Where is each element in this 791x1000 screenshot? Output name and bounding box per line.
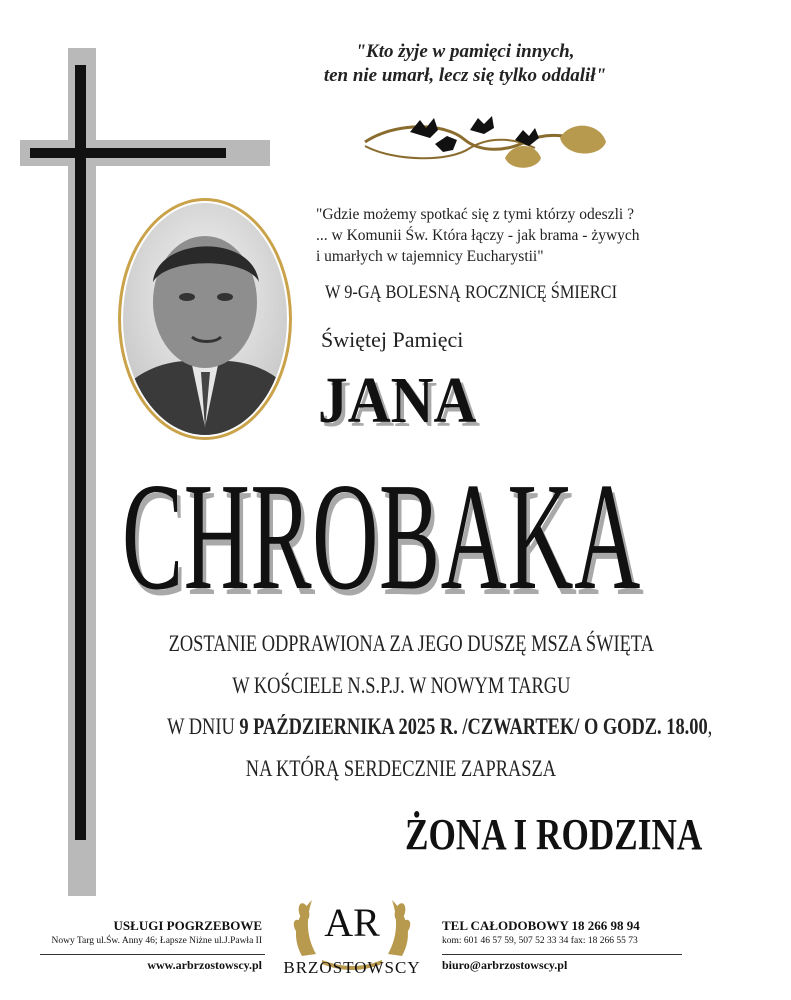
website-link[interactable]: www.arbrzostowscy.pl	[147, 958, 262, 972]
holy-memory-label: Świętej Pamięci	[321, 327, 464, 352]
mobile-and-fax: kom: 601 46 57 59, 507 52 33 34 fax: 18 266 55 73	[442, 936, 638, 946]
prayer-line-2: ... w Komunii Św. Która łączy - jak brama - żywych	[316, 227, 640, 244]
phone-24h: TEL CAŁODOBOWY 18 266 98 94	[442, 918, 640, 933]
quote-line-2: ten nie umarł, lecz się tylko oddalił"	[323, 65, 607, 86]
anniversary-heading: W 9-GĄ BOLESNĄ ROCZNICĘ ŚMIERCI	[325, 282, 618, 303]
announcement-line-1-text: ZOSTANIE ODPRAWIONA ZA JEGO DUSZĘ MSZA ŚWIĘTA	[168, 631, 654, 656]
portrait-photo	[117, 197, 293, 441]
date-suffix: ,	[707, 714, 713, 739]
leaf-ornament-icon	[355, 112, 635, 182]
logo-letters: AR	[324, 900, 380, 945]
footer-left-divider	[40, 954, 265, 955]
mass-date: 9 PAŹDZIERNIKA 2025 R. /CZWARTEK/ O GODZ. 18.00	[239, 714, 708, 739]
announcement-line-2-text: W KOŚCIELE N.S.P.J. W NOWYM TARGU	[231, 673, 571, 698]
announcement-line-1	[0, 631, 706, 657]
prayer-text	[316, 204, 696, 267]
funeral-services-address: Nowy Targ ul.Św. Anny 46; Łapsze Niżne ul.J.Pawła II	[51, 936, 262, 946]
memorial-quote	[250, 40, 680, 88]
announcement-line-3	[0, 714, 713, 740]
announcement-line-2	[0, 673, 706, 699]
prayer-line-1: "Gdzie możemy spotkać się z tymi którzy odeszli ?	[316, 206, 634, 223]
deceased-first-name: JANA	[318, 364, 477, 437]
funeral-services-title: USŁUGI POGRZEBOWE	[113, 918, 262, 933]
announcement-line-4-text: NA KTÓRĄ SERDECZNIE ZAPRASZA	[245, 756, 557, 781]
deceased-surname: CHROBAKA	[122, 452, 641, 622]
footer-right-divider	[442, 954, 682, 955]
email-link[interactable]: biuro@arbrzostowscy.pl	[442, 958, 568, 972]
date-prefix: W DNIU	[167, 714, 240, 739]
cross-horizontal-bar	[30, 148, 226, 158]
prayer-line-3: i umarłych w tajemnicy Eucharystii"	[316, 248, 544, 265]
quote-line-1: "Kto żyje w pamięci innych,	[355, 41, 575, 62]
announcement-line-4	[0, 756, 706, 782]
family-signature: ŻONA I RODZINA	[405, 810, 703, 859]
logo-company-name: BRZOSTOWSCY	[283, 958, 421, 977]
